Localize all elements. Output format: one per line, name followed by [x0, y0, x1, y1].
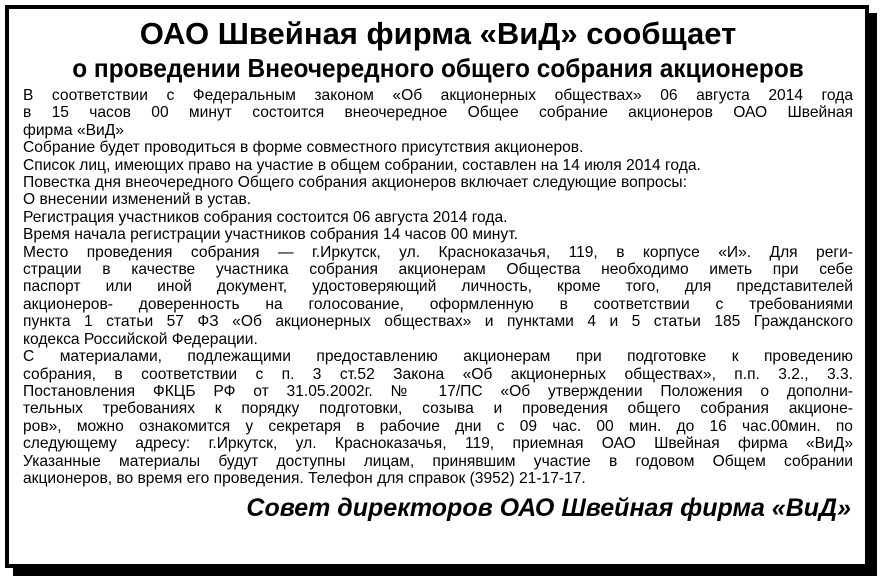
body-line: в 15 часов 00 минут состоится внеочередное Общее собрание акционеров ОАО Швейная	[23, 104, 853, 122]
body-line: акционеров, во время его проведения. Телефон для справок (3952) 21-17-17.	[23, 469, 586, 487]
body-line: Собрание будет проводиться в форме совместного присутствия акционеров.	[23, 139, 584, 157]
announcement-title: ОАО Швейная фирма «ВиД» сообщает	[139, 16, 737, 51]
body-line: собрания, в соответствии с п. 3 ст.52 Закона «Об акционерных обществах», п.п. 3.2., 3.3.	[23, 365, 853, 383]
body-line: Место проведения собрания — г.Иркутск, ул. Красноказачья, 119, в корпусе «И». Для реги-	[23, 243, 853, 261]
announcement-body	[23, 87, 853, 487]
announcement-subtitle: о проведении Внеочередного общего собрания акционеров	[72, 53, 804, 83]
body-line: О внесении изменений в устав.	[23, 191, 252, 209]
body-line: Указанные материалы будут доступны лицам, принявшим участие в годовом Общем собрании	[23, 452, 853, 470]
body-line: С материалами, подлежащими предоставлению акционерам при подготовке к проведению	[23, 348, 853, 366]
body-line: Список лиц, имеющих право на участие в общем собрании, составлен на 14 июля 2014 года.	[23, 156, 701, 174]
body-line: Время начала регистрации участников собрания 14 часов 00 минут.	[23, 226, 518, 244]
body-line: кодекса Российской Федерации.	[23, 330, 258, 348]
body-line: паспорт или иной документ, удостоверяющий личность, кроме того, для представителей	[23, 278, 853, 296]
body-line: В соответствии с Федеральным законом «Об акционерных обществах» 06 августа 2014 года	[23, 87, 853, 104]
signature: Совет директоров ОАО Швейная фирма «ВиД»	[246, 494, 851, 523]
body-line: Постановления ФКЦБ РФ от 31.05.2002г. № 17/ПС «Об утверждении Положения о дополни-	[23, 382, 853, 400]
body-line: фирма «ВиД»	[23, 121, 124, 139]
body-line: Повестка дня внеочередного Общего собрания акционеров включает следующие вопросы:	[23, 174, 687, 192]
body-line: акционеров- доверенность на голосование, оформленную в соответствии с требованиями	[23, 295, 853, 313]
body-line: ров», можно ознакомится у секретаря в рабочие дни с 09 час. 00 мин. до 16 час.00мин. по	[23, 417, 853, 435]
body-line: Регистрация участников собрания состоится 06 августа 2014 года.	[23, 208, 508, 226]
body-line: следующему адресу: г.Иркутск, ул. Красноказачья, 119, приемная ОАО Швейная фирма «ВиД»	[23, 435, 853, 453]
body-line: тельных требованиях к порядку подготовки, созыва и проведения общего собрания акционе-	[23, 400, 853, 418]
announcement-box	[5, 5, 869, 568]
body-line: пункта 1 статьи 57 ФЗ «Об акционерных обществах» и пунктами 4 и 5 статьи 185 Гражданского	[23, 313, 853, 331]
body-line: страции в качестве участника собрания акционерам Общества необходимо иметь при себе	[23, 261, 853, 279]
